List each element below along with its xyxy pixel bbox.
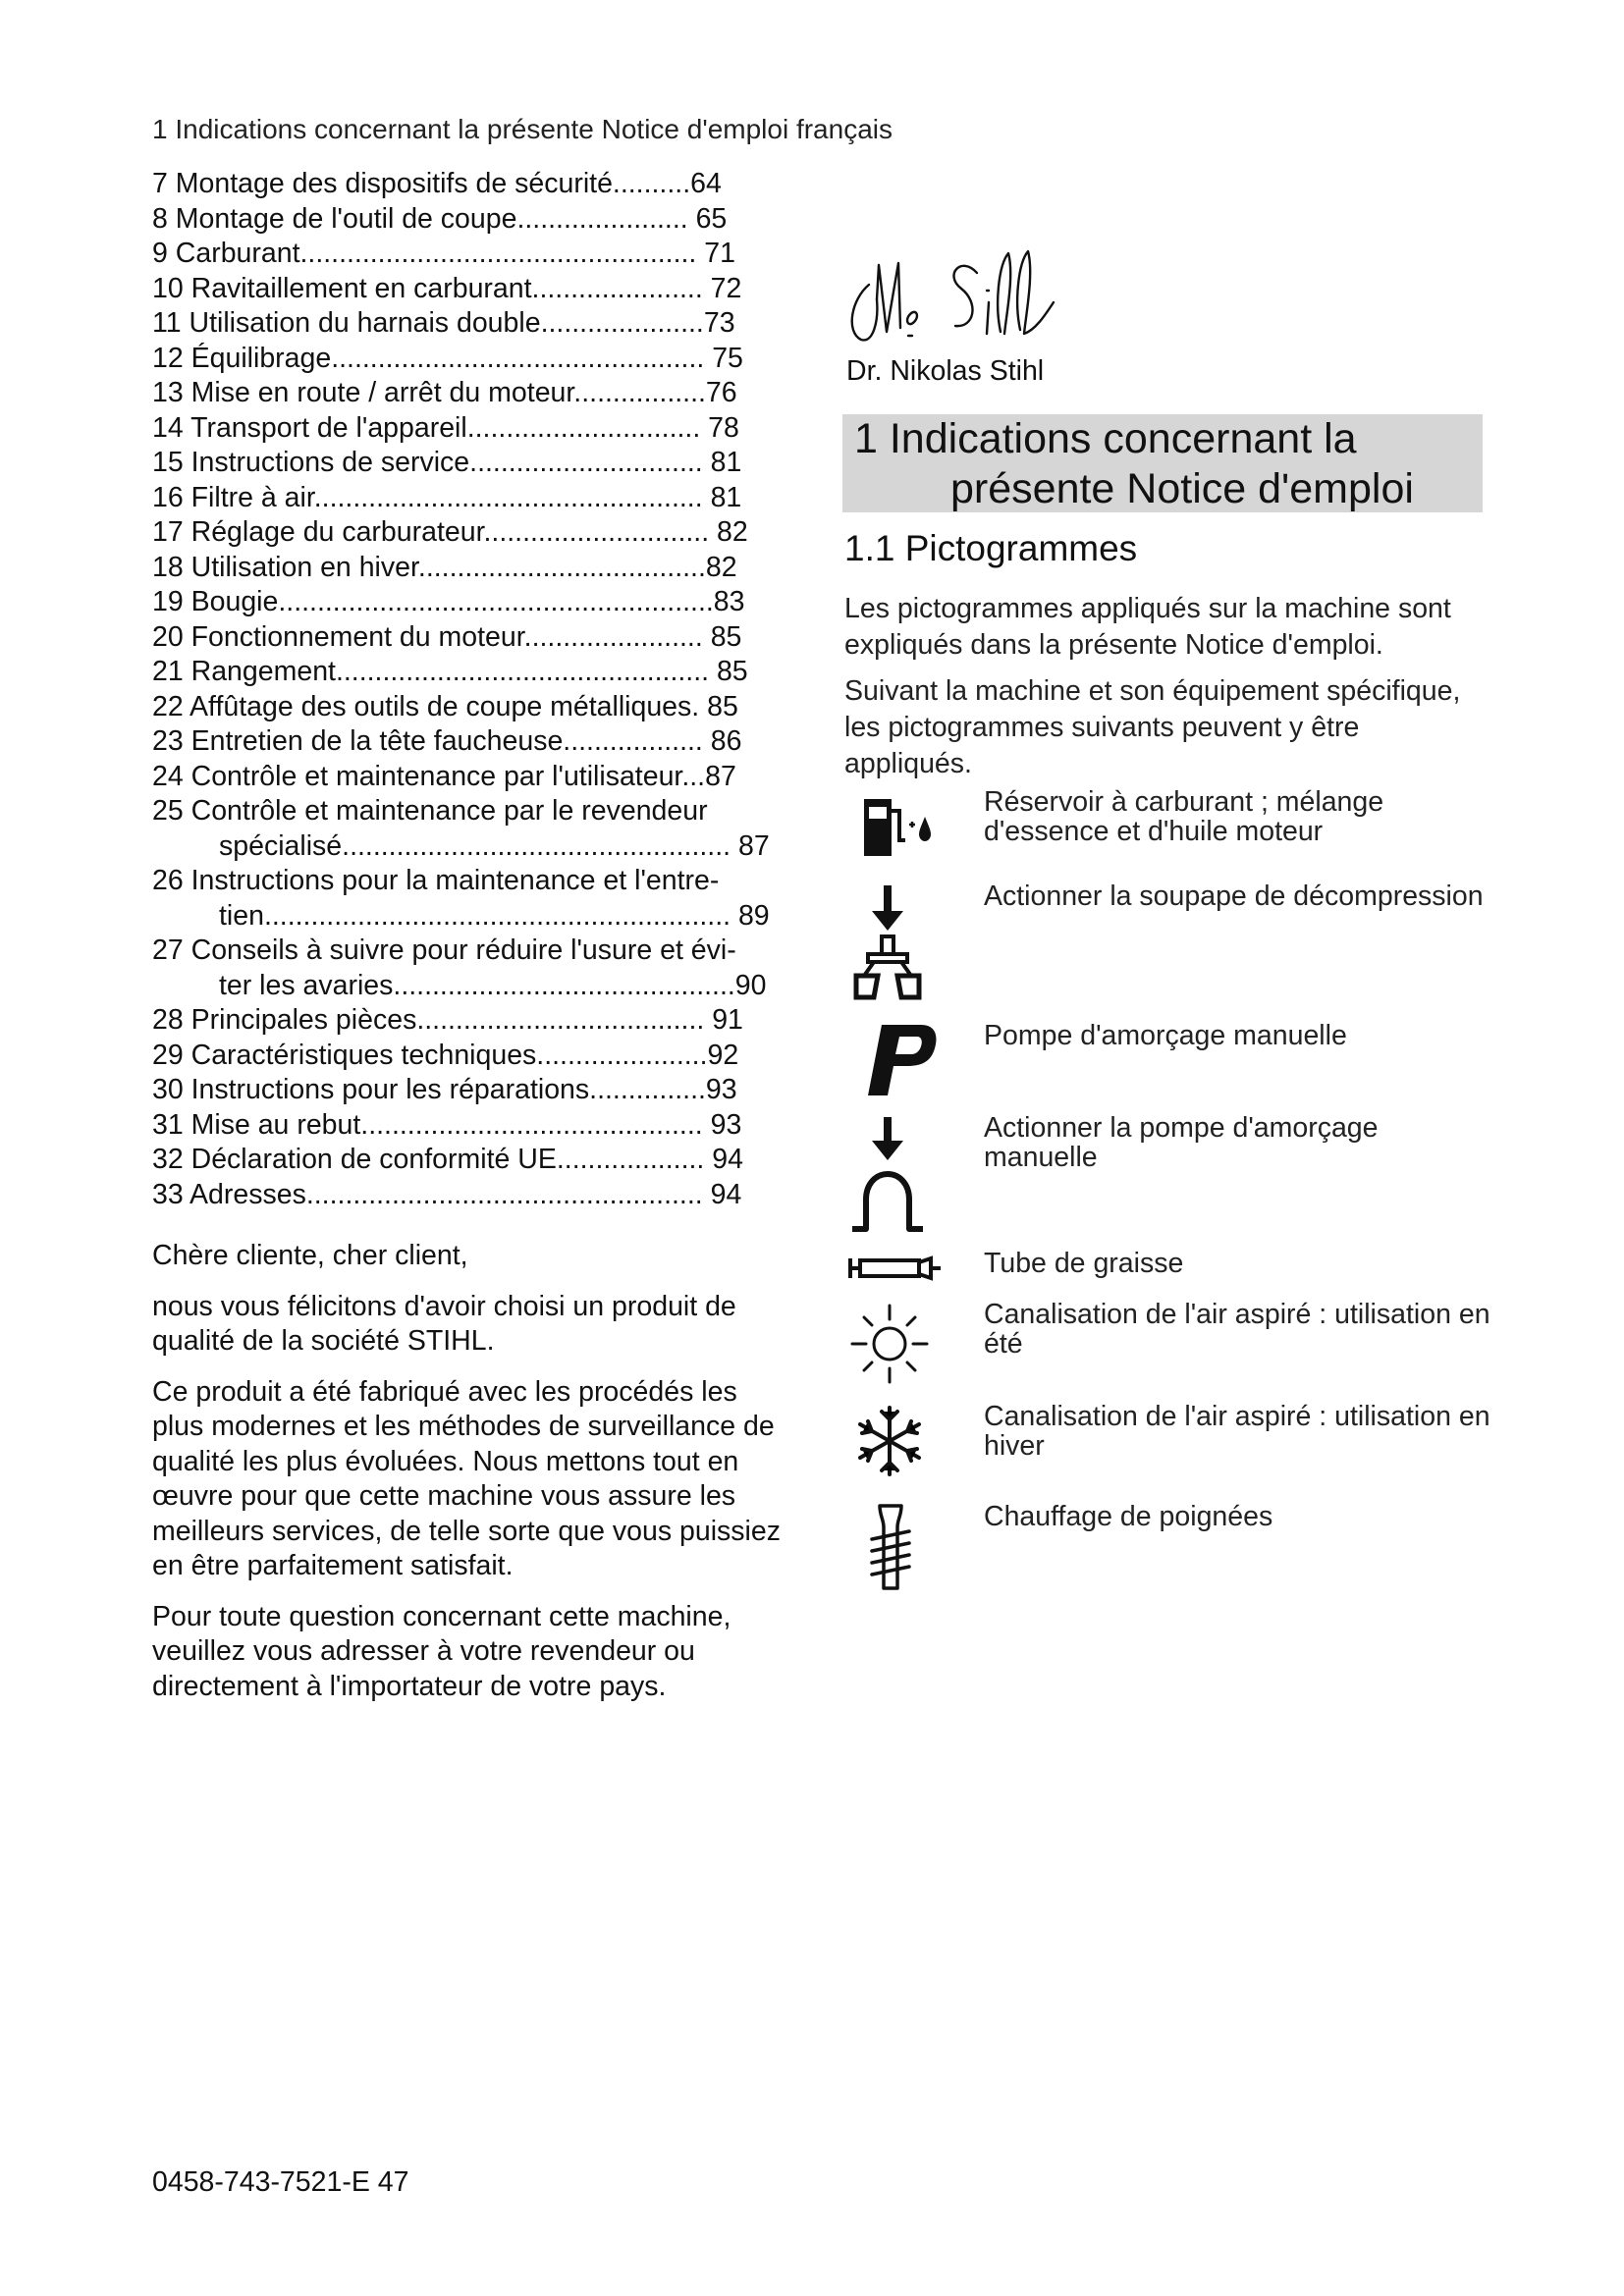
toc-entry: 13 Mise en route / arrêt du moteur.................76 <box>152 377 737 408</box>
toc-entry: 8 Montage de l'outil de coupe...................... 65 <box>152 202 728 235</box>
toc-entry: 26 Instructions pour la maintenance et l'entre- <box>152 865 720 896</box>
toc-entry: 15 Instructions de service.............................. 81 <box>152 447 742 478</box>
letter-paragraph: Ce produit a été fabriqué avec les procédés les plus modernes et les méthodes de surveillance de qualité les plus évoluées. Nous mettons tout en œuvre pour que cette machine vous assure les meilleurs services, de telle sorte que vous puissiez en être parfaitement satisfait. <box>152 1375 781 1581</box>
toc-entry-continuation: ter les avaries............................................90 <box>219 969 767 1001</box>
pictogram-label: Réservoir à carburant ; mélange d'essence et d'huile moteur <box>984 786 1384 847</box>
toc-entry: 18 Utilisation en hiver.....................................82 <box>152 551 737 583</box>
intro-paragraph: Les pictogrammes appliqués sur la machine sont expliqués dans la présente Notice d'emploi. <box>844 593 1451 661</box>
chapter-title-line1: 1 Indications concernant la <box>854 415 1357 462</box>
pictogram-label: Canalisation de l'air aspiré : utilisation en hiver <box>984 1401 1490 1462</box>
toc-entry: 29 Caractéristiques techniques......................92 <box>152 1039 739 1071</box>
greeting: Chère cliente, cher client, <box>152 1240 468 1271</box>
pictogram-label: Canalisation de l'air aspiré : utilisation en été <box>984 1299 1490 1360</box>
chapter-heading <box>842 414 1483 512</box>
toc-entry: 14 Transport de l'appareil.............................. 78 <box>152 411 739 444</box>
handwritten-signature <box>839 245 1075 353</box>
chapter-title-line2: présente Notice d'emploi <box>950 465 1414 512</box>
toc-entry: 11 Utilisation du harnais double.....................73 <box>152 307 735 339</box>
page-footer: 0458-743-7521-E 47 <box>152 2166 409 2198</box>
grease-tube-icon <box>844 1249 943 1288</box>
press-primer-icon <box>844 1113 943 1237</box>
letter-body <box>152 1239 781 1720</box>
running-header: 1 Indications concernant la présente Notice d'emploi français <box>152 114 893 144</box>
pictogram-label: Chauffage de poignées <box>984 1501 1273 1532</box>
toc-entry: 30 Instructions pour les réparations...............93 <box>152 1074 737 1105</box>
toc-entry: 31 Mise au rebut............................................ 93 <box>152 1108 742 1141</box>
toc-entry: 19 Bougie........................................................83 <box>152 586 745 617</box>
letter-paragraph: Pour toute question concernant cette machine, veuillez vous adresser à votre revendeur ou directement à l'importateur de votre pays. <box>152 1600 731 1702</box>
primer-pump-icon <box>844 1021 943 1099</box>
section-title: 1.1 Pictogrammes <box>844 528 1138 568</box>
toc-entry: 20 Fonctionnement du moteur....................... 85 <box>152 620 742 653</box>
toc-entry-continuation: tien............................................................ 89 <box>219 899 770 932</box>
heated-handle-icon <box>844 1502 943 1592</box>
toc-entry: 7 Montage des dispositifs de sécurité..........64 <box>152 168 722 199</box>
toc-entry: 12 Équilibrage................................................ 75 <box>152 342 743 374</box>
toc-entry: 27 Conseils à suivre pour réduire l'usure et évi- <box>152 934 736 966</box>
toc-entry: 9 Carburant................................................... 71 <box>152 238 735 269</box>
toc-entry: 10 Ravitaillement en carburant...................... 72 <box>152 272 742 304</box>
toc-entry: 23 Entretien de la tête faucheuse.................. 86 <box>152 725 742 757</box>
fuel-pump-icon <box>844 787 943 866</box>
toc-entry: 33 Adresses................................................... 94 <box>152 1178 742 1210</box>
pictogram-label: Pompe d'amorçage manuelle <box>984 1020 1347 1051</box>
pictogram-label: Tube de graisse <box>984 1248 1184 1279</box>
pictogram-label: Actionner la pompe d'amorçage manuelle <box>984 1112 1379 1173</box>
toc-entry: 32 Déclaration de conformité UE................... 94 <box>152 1144 743 1175</box>
toc-entry: 25 Contrôle et maintenance par le revendeur <box>152 795 708 827</box>
table-of-contents <box>152 167 800 1212</box>
toc-entry: 22 Affûtage des outils de coupe métalliques. 85 <box>152 690 738 722</box>
snowflake-icon <box>844 1402 943 1480</box>
signer-name: Dr. Nikolas Stihl <box>846 355 1045 387</box>
decompression-valve-icon <box>844 881 943 1007</box>
intro-paragraph: Suivant la machine et son équipement spécifique, les pictogrammes suivants peuvent y être appliqués. <box>844 675 1461 779</box>
toc-entry: 17 Réglage du carburateur............................. 82 <box>152 516 748 548</box>
letter-paragraph: nous vous félicitons d'avoir choisi un produit de qualité de la société STIHL. <box>152 1290 736 1357</box>
sun-icon <box>844 1300 943 1388</box>
pictogram-label: Actionner la soupape de décompression <box>984 881 1484 912</box>
toc-entry: 24 Contrôle et maintenance par l'utilisateur...87 <box>152 760 736 792</box>
toc-entry: 21 Rangement................................................ 85 <box>152 656 748 687</box>
toc-entry: 16 Filtre à air.................................................. 81 <box>152 481 742 513</box>
toc-entry: 28 Principales pièces..................................... 91 <box>152 1004 743 1036</box>
toc-entry-continuation: spécialisé.................................................. 87 <box>219 829 770 862</box>
